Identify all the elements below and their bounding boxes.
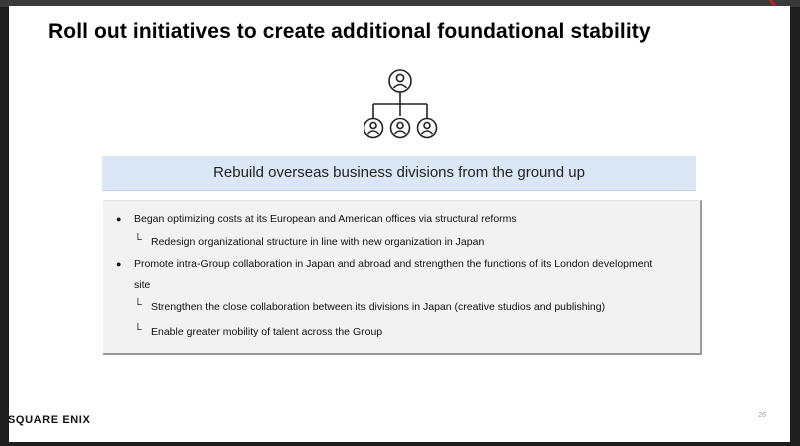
sub-item-2-1: Strengthen the close collaboration between its divisions in Japan (creative studios and publishing) xyxy=(151,301,606,313)
slide-title: Roll out initiatives to create additional foundational stability xyxy=(48,20,651,43)
banner-text: Rebuild overseas business divisions from the ground up xyxy=(213,164,585,181)
sub-bullet-icon: └ xyxy=(134,234,142,246)
page-number: 26 xyxy=(758,412,766,419)
bullet-item-2-continued: site xyxy=(134,279,151,291)
sub-bullet-icon: └ xyxy=(134,299,142,311)
sub-item-1-1: Redesign organizational structure in line with new organization in Japan xyxy=(151,236,485,248)
bullet-icon: ● xyxy=(116,259,122,269)
section-banner xyxy=(102,156,696,191)
sub-bullet-icon: └ xyxy=(134,324,142,336)
bullet-item-2: Promote intra-Group collaboration in Japan and abroad and strengthen the functions of its London development xyxy=(134,258,653,270)
bullet-item-1: Began optimizing costs at its European and American offices via structural reforms xyxy=(134,213,517,225)
bullet-icon: ● xyxy=(116,214,122,224)
initiatives-box xyxy=(103,200,702,355)
presentation-slide xyxy=(9,6,790,442)
square-enix-logo: SQUARE ENIX xyxy=(8,414,91,426)
organization-chart-icon xyxy=(364,66,454,146)
sub-item-2-2: Enable greater mobility of talent across the Group xyxy=(151,326,383,338)
